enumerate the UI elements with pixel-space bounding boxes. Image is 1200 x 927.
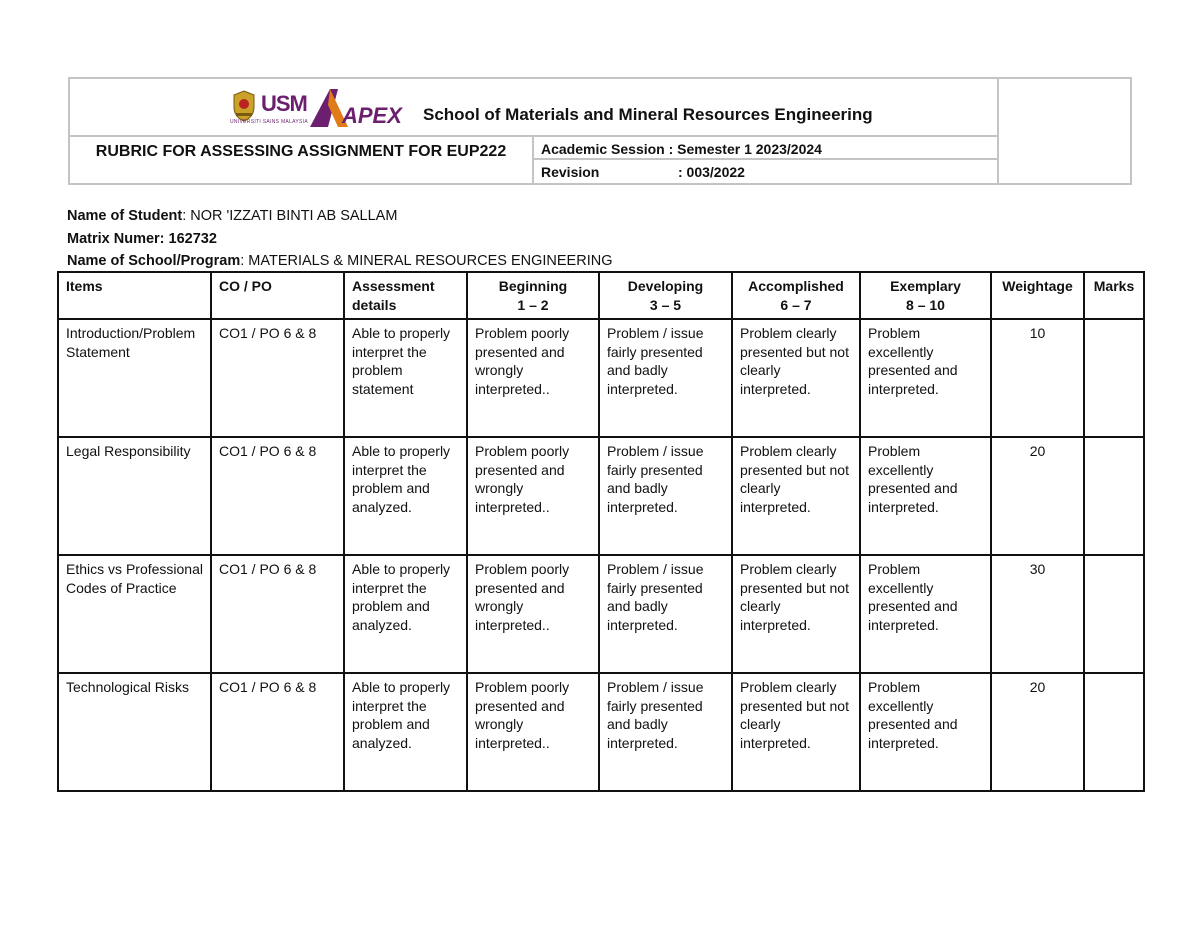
item-cell: Technological Risks: [58, 673, 211, 791]
school-program-label: Name of School/Program: [67, 253, 241, 269]
exemplary-cell: Problem excellently presented and interpreted.: [860, 555, 991, 673]
beginning-cell: Problem poorly presented and wrongly interpreted..: [467, 673, 599, 791]
beginning-cell: Problem poorly presented and wrongly interpreted..: [467, 437, 599, 555]
logos: [230, 83, 430, 131]
student-name-label: Name of Student: [67, 208, 183, 224]
marks-cell[interactable]: [1084, 555, 1144, 673]
weightage-cell: 30: [991, 555, 1084, 673]
accomplished-cell: Problem clearly presented but not clearly interpreted.: [732, 673, 860, 791]
item-cell: Legal Responsibility: [58, 437, 211, 555]
developing-cell: Problem / issue fairly presented and badly interpreted.: [599, 673, 732, 791]
header-exemplary-range: 8 – 10: [906, 296, 945, 313]
header-weightage: Weightage: [991, 272, 1084, 319]
weightage-cell: 10: [991, 319, 1084, 437]
item-cell: Ethics vs Professional Codes of Practice: [58, 555, 211, 673]
header-beginning: [467, 272, 599, 319]
school-program-value: : MATERIALS & MINERAL RESOURCES ENGINEERING: [240, 253, 613, 269]
divider: [532, 137, 534, 183]
beginning-cell: Problem poorly presented and wrongly interpreted..: [467, 319, 599, 437]
divider: [534, 158, 997, 160]
copo-cell: CO1 / PO 6 & 8: [211, 319, 344, 437]
table-row: [58, 555, 1144, 673]
header-accomplished-range: 6 – 7: [780, 296, 812, 313]
marks-cell[interactable]: [1084, 319, 1144, 437]
header-developing-range: 3 – 5: [649, 296, 682, 313]
copo-cell: CO1 / PO 6 & 8: [211, 437, 344, 555]
header-co-po: CO / PO: [211, 272, 344, 319]
exemplary-cell: Problem excellently presented and interpreted.: [860, 319, 991, 437]
exemplary-cell: Problem excellently presented and interpreted.: [860, 673, 991, 791]
table-row: [58, 673, 1144, 791]
header-assessment: Assessment details: [344, 272, 467, 319]
header-exemplary-label: Exemplary: [890, 278, 961, 294]
developing-cell: Problem / issue fairly presented and badly interpreted.: [599, 437, 732, 555]
assessment-cell: Able to properly interpret the problem statement: [344, 319, 467, 437]
marks-cell[interactable]: [1084, 673, 1144, 791]
header-exemplary: [860, 272, 991, 319]
divider: [997, 79, 999, 183]
assessment-cell: Able to properly interpret the problem and analyzed.: [344, 555, 467, 673]
table-header-row: [58, 272, 1144, 319]
matrix-number-line: [67, 231, 217, 247]
assessment-cell: Able to properly interpret the problem and analyzed.: [344, 673, 467, 791]
assessment-cell: Able to properly interpret the problem and analyzed.: [344, 437, 467, 555]
exemplary-cell: Problem excellently presented and interpreted.: [860, 437, 991, 555]
table-row: [58, 319, 1144, 437]
matrix-number: Matrix Numer: 162732: [67, 231, 217, 247]
marks-cell[interactable]: [1084, 437, 1144, 555]
header-accomplished: [732, 272, 860, 319]
accomplished-cell: Problem clearly presented but not clearly interpreted.: [732, 555, 860, 673]
student-name-value: : NOR 'IZZATI BINTI AB SALLAM: [182, 208, 398, 224]
weightage-cell: 20: [991, 437, 1084, 555]
accomplished-cell: Problem clearly presented but not clearly interpreted.: [732, 319, 860, 437]
header-developing: [599, 272, 732, 319]
weightage-cell: 20: [991, 673, 1084, 791]
table-row: [58, 437, 1144, 555]
revision-label: Revision: [541, 164, 600, 180]
school-title: School of Materials and Mineral Resources Engineering: [423, 105, 873, 124]
document-header: [68, 77, 1132, 185]
accomplished-cell: Problem clearly presented but not clearly interpreted.: [732, 437, 860, 555]
header-marks: Marks: [1084, 272, 1144, 319]
school-program-line: [67, 253, 612, 269]
rubric-table: [57, 271, 1145, 792]
apex-logo-text: APEX: [342, 103, 402, 128]
developing-cell: Problem / issue fairly presented and badly interpreted.: [599, 319, 732, 437]
revision-value: : 003/2022: [678, 164, 745, 180]
student-name-line: [67, 208, 397, 224]
header-developing-label: Developing: [627, 278, 704, 294]
header-beginning-range: 1 – 2: [517, 296, 549, 313]
academic-session: Academic Session : Semester 1 2023/2024: [541, 141, 822, 157]
copo-cell: CO1 / PO 6 & 8: [211, 555, 344, 673]
usm-logo-text: USM: [261, 91, 307, 116]
header-accomplished-label: Accomplished: [748, 278, 844, 294]
usm-crest-logo: [230, 89, 258, 123]
rubric-title: RUBRIC FOR ASSESSING ASSIGNMENT FOR EUP222: [95, 143, 507, 160]
item-cell: Introduction/Problem Statement: [58, 319, 211, 437]
beginning-cell: Problem poorly presented and wrongly interpreted..: [467, 555, 599, 673]
usm-logo-subtext: UNIVERSITI SAINS MALAYSIA: [230, 119, 308, 125]
header-items: Items: [58, 272, 211, 319]
developing-cell: Problem / issue fairly presented and badly interpreted.: [599, 555, 732, 673]
copo-cell: CO1 / PO 6 & 8: [211, 673, 344, 791]
header-beginning-label: Beginning: [498, 278, 568, 294]
apex-logo: [308, 85, 408, 129]
